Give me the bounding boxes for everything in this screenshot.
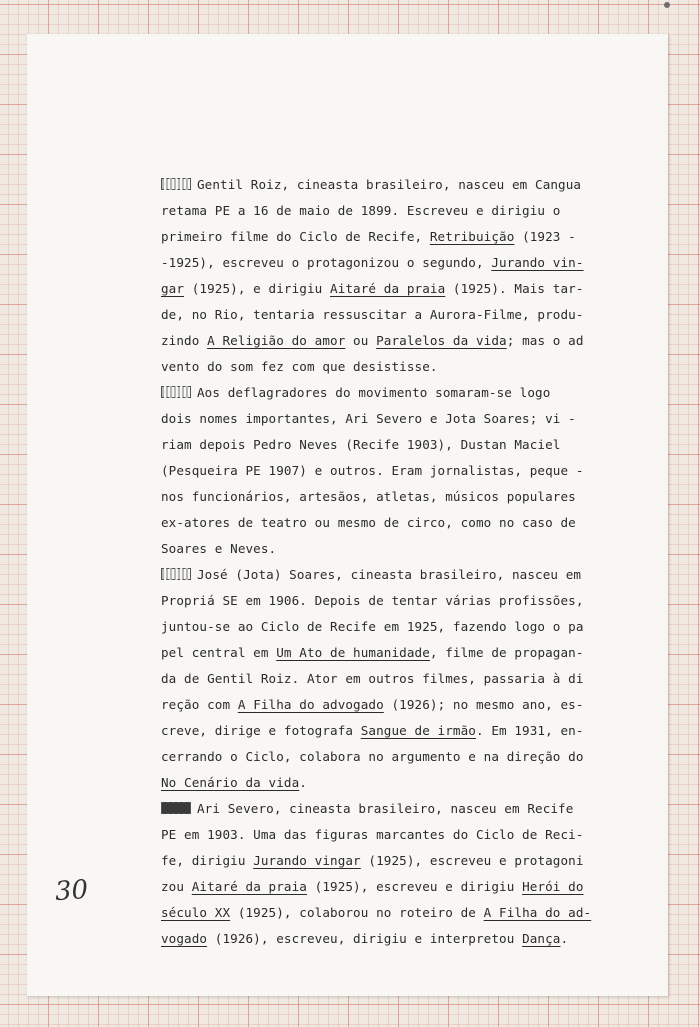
corner-mark xyxy=(664,2,670,8)
text-segment: José (Jota) Soares, cineasta brasileiro, nasceu em xyxy=(197,567,582,582)
text-line xyxy=(161,848,631,874)
film-title: Um Ato de humanidade xyxy=(276,645,430,660)
text-line xyxy=(161,744,631,770)
text-segment: (1925). Mais tar- xyxy=(445,281,584,296)
film-title: gar xyxy=(161,281,185,296)
text-line xyxy=(161,328,631,354)
text-line xyxy=(161,614,631,640)
text-line xyxy=(161,380,631,406)
text-segment: juntou-se ao Ciclo de Recife em 1925, fazendo logo o pa xyxy=(161,619,584,634)
film-title: Dança xyxy=(522,931,561,946)
film-title: Jurando vingar xyxy=(253,853,361,868)
film-title: Paralelos da vida xyxy=(376,333,507,348)
text-segment: (1925), escreveu e dirigiu xyxy=(306,879,523,894)
text-segment: riam depois Pedro Neves (Recife 1903), Dustan Maciel xyxy=(161,437,561,452)
text-segment: (1926); no mesmo ano, es- xyxy=(383,697,584,712)
film-title: vogado xyxy=(161,931,208,946)
text-line xyxy=(161,458,631,484)
text-line xyxy=(161,536,631,562)
text-line xyxy=(161,770,631,796)
text-segment: nos funcionários, artesãos, atletas, músicos populares xyxy=(161,489,576,504)
film-title: Sangue de irmão xyxy=(360,723,476,738)
text-segment: Gentil Roiz, cineasta brasileiro, nasceu em Cangua xyxy=(197,177,582,192)
text-segment: (1923 - xyxy=(514,229,576,244)
text-segment: (1925), escreveu e protagoni xyxy=(360,853,584,868)
text-segment: cerrando o Ciclo, colabora no argumento e na direção do xyxy=(161,749,584,764)
text-line xyxy=(161,900,631,926)
text-line xyxy=(161,198,631,224)
text-segment: retama PE a 16 de maio de 1899. Escreveu e dirigiu o xyxy=(161,203,561,218)
text-segment: -1925), escreveu o protagonizou o segundo, xyxy=(161,255,492,270)
film-title: Retribuição xyxy=(429,229,515,244)
text-segment: vento do som fez com que desistisse. xyxy=(161,359,438,374)
paragraph-marker-icon xyxy=(161,178,191,190)
text-line xyxy=(161,822,631,848)
text-segment: . xyxy=(299,775,307,790)
film-title: A Filha do ad- xyxy=(483,905,592,920)
text-line xyxy=(161,692,631,718)
film-title: Herói do xyxy=(522,879,584,894)
text-segment: . Em 1931, en- xyxy=(475,723,584,738)
text-segment: (1926), escreveu, dirigiu e interpretou xyxy=(207,931,523,946)
paragraph-marker-icon xyxy=(161,386,191,398)
text-line xyxy=(161,874,631,900)
text-line xyxy=(161,562,631,588)
film-title: Jurando vin- xyxy=(491,255,584,270)
film-title: Aitaré da praia xyxy=(330,281,446,296)
text-line xyxy=(161,406,631,432)
text-line xyxy=(161,718,631,744)
text-segment: Propriá SE em 1906. Depois de tentar várias profissões, xyxy=(161,593,584,608)
text-segment: ex-atores de teatro ou mesmo de circo, como no caso de xyxy=(161,515,576,530)
handwritten-page-number: 30 xyxy=(53,874,90,908)
text-line xyxy=(161,926,631,952)
text-segment: fe, dirigiu xyxy=(161,853,254,868)
paragraph xyxy=(161,172,631,380)
text-segment: (Pesqueira PE 1907) e outros. Eram jornalistas, peque - xyxy=(161,463,584,478)
text-line xyxy=(161,588,631,614)
text-line xyxy=(161,302,631,328)
text-line xyxy=(161,250,631,276)
text-line xyxy=(161,640,631,666)
text-line xyxy=(161,432,631,458)
text-line xyxy=(161,796,631,822)
text-segment: Soares e Neves. xyxy=(161,541,277,556)
text-line xyxy=(161,666,631,692)
text-segment: PE em 1903. Uma das figuras marcantes do Ciclo de Reci- xyxy=(161,827,584,842)
text-segment: ou xyxy=(345,333,377,348)
text-line xyxy=(161,510,631,536)
text-segment: ; mas o ad xyxy=(506,333,584,348)
paragraph-marker-icon xyxy=(161,568,191,580)
film-title: A Religião do amor xyxy=(207,333,346,348)
text-segment: Aos deflagradores do movimento somaram-se logo xyxy=(197,385,551,400)
document-body xyxy=(161,172,631,952)
film-title: século XX xyxy=(161,905,231,920)
text-segment: Ari Severo, cineasta brasileiro, nasceu em Recife xyxy=(197,801,574,816)
text-segment: zindo xyxy=(161,333,208,348)
film-title: Aitaré da praia xyxy=(191,879,307,894)
text-segment: da de Gentil Roiz. Ator em outros filmes, passaria à di xyxy=(161,671,584,686)
text-line xyxy=(161,224,631,250)
film-title: No Cenário da vida xyxy=(161,775,300,790)
text-line xyxy=(161,172,631,198)
text-line xyxy=(161,484,631,510)
text-segment: , filme de propagan- xyxy=(429,645,584,660)
text-segment: reção com xyxy=(161,697,238,712)
paragraph-marker-icon xyxy=(161,802,191,814)
paragraph xyxy=(161,380,631,562)
text-segment: creve, dirige e fotografa xyxy=(161,723,361,738)
text-segment: dois nomes importantes, Ari Severo e Jota Soares; vi - xyxy=(161,411,576,426)
paragraph xyxy=(161,562,631,796)
text-segment: primeiro filme do Ciclo de Recife, xyxy=(161,229,430,244)
text-segment: (1925), e dirigiu xyxy=(184,281,331,296)
paragraph xyxy=(161,796,631,952)
text-segment: zou xyxy=(161,879,192,894)
text-segment: de, no Rio, tentaria ressuscitar a Aurora-Filme, produ- xyxy=(161,307,584,322)
text-segment: . xyxy=(560,931,569,946)
text-line xyxy=(161,276,631,302)
text-segment: (1925), colaborou no roteiro de xyxy=(230,905,484,920)
text-line xyxy=(161,354,631,380)
text-segment: pel central em xyxy=(161,645,277,660)
film-title: A Filha do advogado xyxy=(237,697,384,712)
